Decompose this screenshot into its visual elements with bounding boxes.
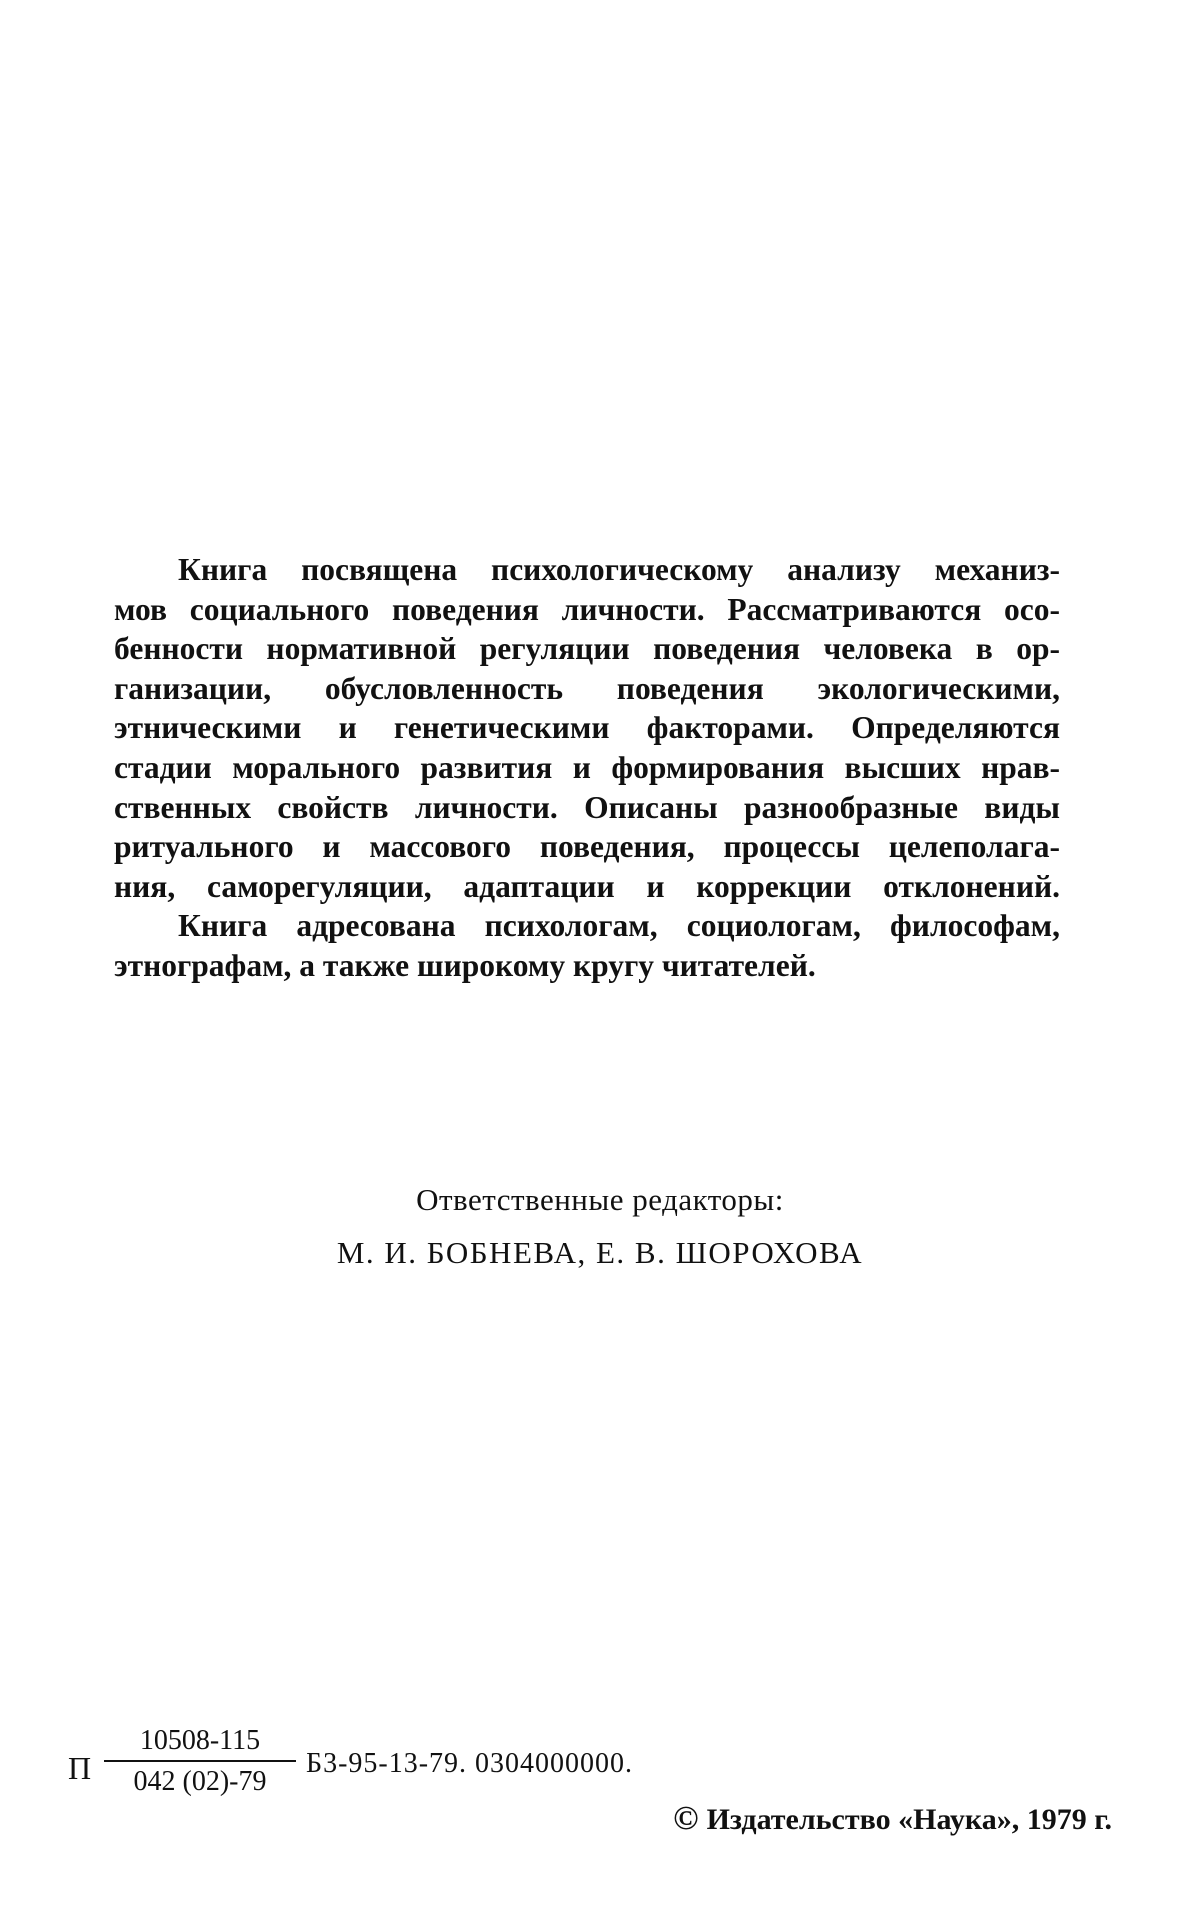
- annotation-line: мов социального поведения личности. Рассматриваются осо-: [114, 591, 1060, 627]
- editors-label: Ответственные редакторы:: [416, 1182, 784, 1217]
- annotation-line: бенности нормативной регуляции поведения человека в ор-: [114, 631, 1060, 667]
- imprint-denominator: 042 (02)-79: [133, 1766, 267, 1797]
- annotation-line: ритуального и массового поведения, процессы целеполага-: [114, 829, 1060, 865]
- imprint-numerator: 10508-115: [104, 1722, 296, 1762]
- annotation-line: ственных свойств личности. Описаны разнообразные виды: [114, 789, 1060, 825]
- imprint-code: [68, 1722, 768, 1812]
- copyright-text: Издательство «Наука», 1979 г.: [706, 1803, 1112, 1836]
- book-annotation: [114, 550, 1060, 986]
- editors-names: М. И. БОБНЕВА, Е. В. ШОРОХОВА: [336, 1235, 864, 1270]
- annotation-line: ния, саморегуляции, адаптации и коррекции отклонений.: [114, 868, 1060, 904]
- copyright-icon: ©: [673, 1800, 699, 1837]
- annotation-line: этнографам, а также широкому кругу читателей.: [114, 947, 816, 983]
- imprint-letter: П: [68, 1750, 92, 1786]
- annotation-line: стадии морального развития и формирования высших нрав-: [114, 749, 1060, 785]
- annotation-line: Книга адресована психологам, социологам, философам,: [178, 908, 1060, 944]
- annotation-line: Книга посвящена психологическому анализу механиз-: [178, 552, 1060, 587]
- copyright-notice: [673, 1800, 1112, 1838]
- imprint-fraction: [104, 1722, 296, 1802]
- imprint-catalog-code: Б3-95-13-79. 0304000000.: [306, 1748, 634, 1779]
- annotation-line: ганизации, обусловленность поведения экологическими,: [114, 670, 1060, 706]
- annotation-line: этническими и генетическими факторами. Определяются: [114, 710, 1060, 746]
